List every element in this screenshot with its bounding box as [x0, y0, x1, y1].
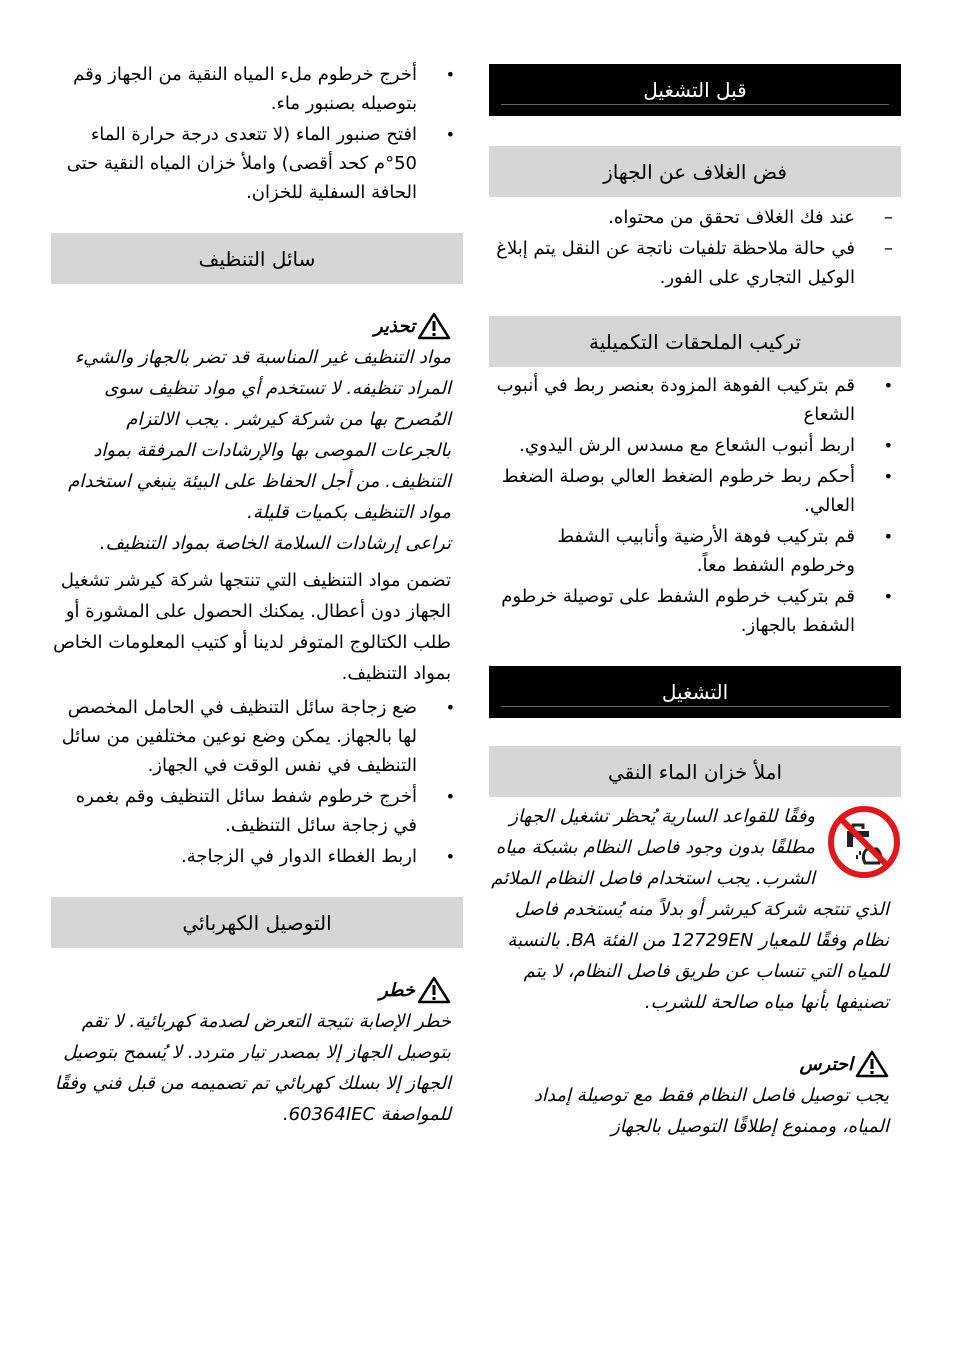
left-column: [51, 60, 463, 1130]
caution-label: احترس: [799, 1053, 853, 1075]
danger-heading: [51, 974, 463, 1006]
fill-steps-list: [51, 60, 463, 207]
section-header-unpack: [489, 146, 901, 197]
warning-text-2: تراعى إرشادات السلامة الخاصة بمواد التنظيف.: [99, 533, 451, 554]
warning-triangle-icon: [417, 312, 451, 340]
section-title: املأ خزان الماء النقي: [607, 759, 783, 784]
section-header-fill-tank: [489, 746, 901, 797]
list-item: • قم بتركيب الفوهة المزودة بعنصر ربط في أنبوب الشعاع: [489, 371, 901, 429]
section-header-detergent: [51, 233, 463, 284]
section-header-electrical: [51, 897, 463, 948]
list-item: • افتح صنبور الماء (لا تتعدى درجة حرارة الماء 50°م كحد أقصى) واملأ خزان المياه النقية حتى الحافة السفلية للخزان.: [51, 120, 463, 207]
list-item: • قم بتركيب خرطوم الشفط على توصيلة خرطوم الشفط بالجهاز.: [489, 582, 901, 640]
list-item: • اربط الغطاء الدوار في الزجاجة.: [51, 842, 463, 871]
list-item: • أخرج خرطوم شفط سائل التنظيف وقم بغمره في زجاجة سائل التنظيف.: [51, 782, 463, 840]
caution-text: يجب توصيل فاصل النظام فقط مع توصيلة إمداد المياه، وممنوع إطلاقًا التوصيل بالجهاز: [533, 1085, 889, 1137]
fill-tank-notice: [489, 801, 901, 1018]
list-item: • أحكم ربط خرطوم الضغط العالي بوصلة الضغط العالي.: [489, 462, 901, 520]
fill-tank-text: وفقًا للقواعد السارية يُحظر تشغيل الجهاز مطلقًا بدون وجود فاصل النظام بشبكة مياه الشرب. يجب استخدام فاصل النظام الملائم الذي تنتجه شركة كيرشر أو بدلاً منه يُستخدم فاصل نظام وفقًا للمعيار 12729EN من الفئة BA. بالنسبة للمياه التي تنساب عن طريق فاصل النظام، لا يتم تصنيفها بأنها مياه صالحة للشرب.: [491, 806, 889, 1013]
detergent-body: تضمن مواد التنظيف التي تنتجها شركة كيرشر تشغيل الجهاز دون أعطال. يمكنك الحصول على المشورة أو طلب الكتالوج المتوفر لدينا أو كتيب المعلومات الخاص بمواد التنظيف.: [53, 570, 451, 684]
warning-label: تحذير: [373, 315, 415, 337]
no-drinking-water-icon: [827, 805, 901, 879]
warning-text: مواد التنظيف غير المناسبة قد تضر بالجهاز والشيء المراد تنظيفه. لا تستخدم أي مواد تنظيف سوى المُصرح بها من شركة كيرشر . يجب الالتزام بالجرعات الموصى بها والإرشادات المرفقة بمواد التنظيف. من أجل الحفاظ على البيئة ينبغي استخدام مواد التنظيف بكميات قليلة.: [68, 347, 451, 523]
list-item: • أخرج خرطوم ملء المياه النقية من الجهاز وقم بتوصيله بصنبور ماء.: [51, 60, 463, 118]
caution-heading: [489, 1048, 901, 1080]
section-title: تركيب الملحقات التكميلية: [589, 329, 802, 354]
warning-triangle-icon: [417, 976, 451, 1004]
section-title: فض الغلاف عن الجهاز: [603, 159, 787, 184]
section-title: التشغيل: [661, 680, 729, 704]
section-title: قبل التشغيل: [643, 78, 747, 102]
danger-text: خطر الإصابة نتيجة التعرض لصدمة كهربائية. لا تقم بتوصيل الجهاز إلا بمصدر تيار متردد. لا يُسمح بتوصيل الجهاز إلا بسلك كهربائي تم تصميمه من قبل فني وفقًا للمواصفة 60364IEC.: [54, 1011, 451, 1125]
list-item: • اربط أنبوب الشعاع مع مسدس الرش اليدوي.: [489, 431, 901, 460]
section-header-accessories: [489, 316, 901, 367]
section-title: التوصيل الكهربائي: [182, 910, 332, 935]
warning-triangle-icon: [855, 1050, 889, 1078]
list-item: – في حالة ملاحظة تلفيات ناتجة عن النقل يتم إبلاغ الوكيل التجاري على الفور.: [489, 234, 901, 292]
list-item: • ضع زجاجة سائل التنظيف في الحامل المخصص لها بالجهاز. يمكن وضع نوعين مختلفين من سائل التنظيف في نفس الوقت في الجهاز.: [51, 693, 463, 780]
danger-label: خطر: [379, 979, 415, 1001]
section-title: سائل التنظيف: [198, 246, 316, 271]
section-header-operation: [489, 666, 901, 718]
right-column: [489, 64, 901, 1142]
warning-heading: [51, 310, 463, 342]
detergent-list: [51, 693, 463, 871]
unpack-list: [489, 203, 901, 292]
list-item: – عند فك الغلاف تحقق من محتواه.: [489, 203, 901, 232]
accessories-list: [489, 371, 901, 640]
list-item: • قم بتركيب فوهة الأرضية وأنابيب الشفط وخرطوم الشفط معاً.: [489, 522, 901, 580]
section-header-before-operation: [489, 64, 901, 116]
